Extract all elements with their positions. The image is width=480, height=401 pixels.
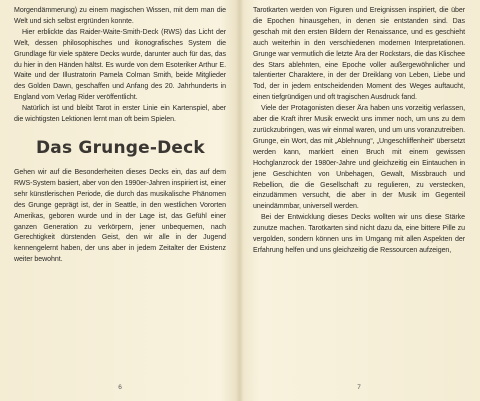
left-paragraph-2: Hier erblickte das Raider-Waite-Smith-Deck (RWS) das Licht der Welt, dessen philosophisches und ikonografisches System die Grundlage für viele spätere Decks wurde, darunter auch für das, das du hier in den Händen hältst. Es wurde von dem Esoteriker Arthur E. Waite und der Illustratorin Pamela Colman Smith, beide Mitglieder des Golden Dawn, geschaffen und Anfang des 20. Jahrhunderts in England vom Verlag Rider veröffentlicht.: [14, 28, 226, 102]
right-paragraph-2: Viele der Protagonisten dieser Ära haben uns vorzeitig verlassen, aber die Kraft ihrer Musik erweckt uns immer noch, um uns zu dem zurückzubringen, was wir einmal waren, und um uns voranzutreiben. Grunge, ein Wort, das mit „Ablehnung“, „Ungeschliffenheit“ übersetzt werden kann, markiert einen Bruch mit einem gewissen Hochglanzrock der 1980er-Jahre und gleichzeitig ein Eintauchen in jene Geschichten von Unbehagen, Gewalt, Missbrauch und Rebellion, die die Gesellschaft zu regulieren, zu verstecken, einzudämmen versucht, die aber in der Musik im Gegenteil uneindämmbar, universell werden.: [253, 105, 465, 211]
page-number-left: 6: [118, 384, 122, 391]
left-paragraph-1: Morgendämmerung) zu einem magischen Wissen, mit dem man die Welt und sich selbst ergründen konnte.: [14, 7, 226, 25]
right-page: [253, 6, 465, 396]
left-page: [14, 6, 226, 396]
left-paragraph-4: Gehen wir auf die Besonderheiten dieses Decks ein, das auf dem RWS-System basiert, aber von den 1990er-Jahren inspiriert ist, einer sehr künstlerischen Periode, die durch das musikalische Phänomen des Grunge geprägt ist, der in Seattle, in den westlichen Vororten Amerikas, geboren wurde und in der Lage ist, das Gefühl einer ganzen Generation zu verkörpern, jener unbequemen, nach Gerechtigkeit dürstenden Geist, den wir alle in der Jugend kennengelernt haben, der uns aber in jedem Zeitalter der Existenz weiter bewohnt.: [14, 168, 226, 264]
book-gutter: [236, 0, 244, 401]
right-paragraph-3: Bei der Entwicklung dieses Decks wollten wir uns diese Stärke zunutze machen. Tarotkarten sind nicht dazu da, eine bittere Pille zu vergolden, sondern können uns im Umgang mit allen Aspekten der Erfahrung helfen und uns gleichzeitig die Ressourcen aufzeigen,: [253, 214, 465, 254]
section-heading: Das Grunge-Deck: [36, 137, 205, 158]
right-paragraph-1: Tarotkarten werden von Figuren und Ereignissen inspiriert, die über die Epochen hinausgehen, in denen sie entstanden sind. Das geschah mit den ersten Bildern der Renaissance, und es geschieht auch weiterhin in den verschiedenen modernen Interpretationen. Grunge war vermutlich die letzte Ära der Rockstars, die das Klischee des Stars ablehnten, eine Epoche voller außergewöhnlicher und talentierter Charaktere, in der der Dreiklang von Leben, Liebe und Tod, der in jedem entscheidenden Moment des Weges auftaucht, einen tiefgründigen und oft tragischen Ausdruck fand.: [253, 7, 465, 102]
left-paragraph-3: Natürlich ist und bleibt Tarot in erster Linie ein Kartenspiel, aber die wichtigsten Lektionen lernt man oft beim Spielen.: [14, 105, 226, 124]
page-number-right: 7: [357, 384, 361, 391]
